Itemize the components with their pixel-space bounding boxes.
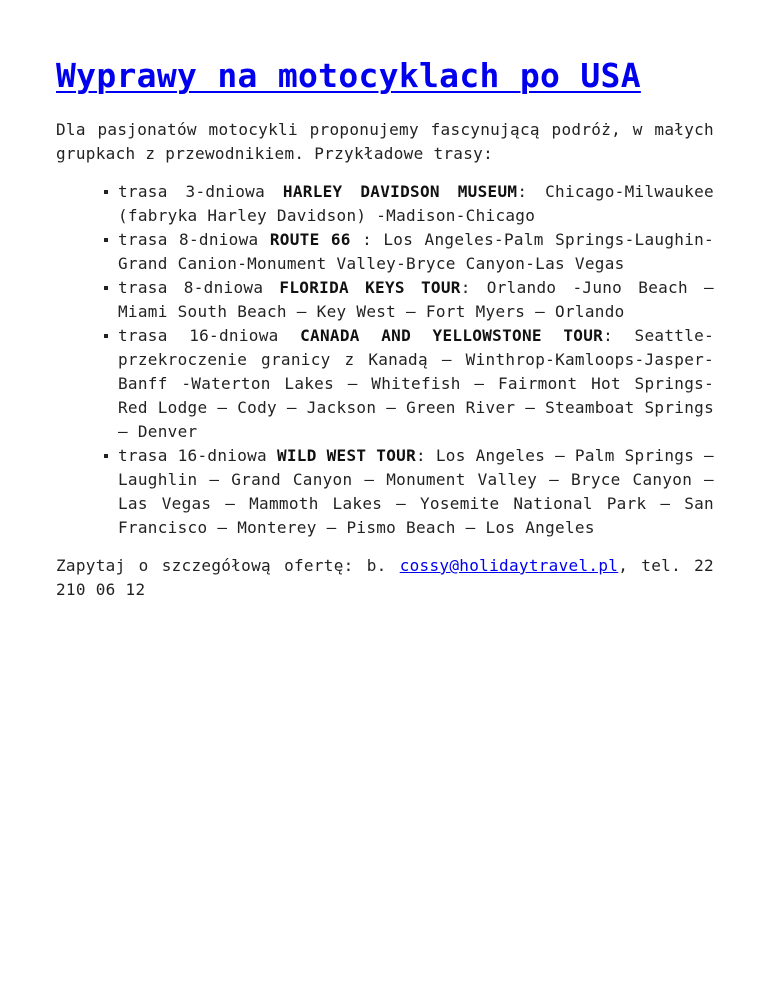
bullet-icon — [104, 238, 108, 242]
intro-paragraph: Dla pasjonatów motocykli proponujemy fascynującą podróż, w małych grupkach z przewodnikiem. Przykładowe trasy: — [56, 120, 714, 163]
article — [56, 54, 714, 602]
routes-list — [56, 180, 714, 540]
route-name: FLORIDA KEYS TOUR — [279, 278, 461, 297]
route-stops: : Los Angeles-Palm Springs-Laughin-Grand Canion-Monument Valley-Bryce Canyon-Las Vegas — [118, 230, 714, 273]
route-prefix: trasa 16-dniowa — [118, 326, 301, 345]
route-name: ROUTE 66 — [269, 230, 351, 249]
route-prefix: trasa 3-dniowa — [118, 182, 283, 201]
list-item — [118, 180, 714, 228]
contact-text: Zapytaj o szczegółową ofertę: b. — [56, 556, 400, 575]
list-item — [118, 276, 714, 324]
title-link[interactable]: Wyprawy na motocyklach po USA — [56, 56, 641, 95]
contact-paragraph — [56, 554, 714, 602]
route-prefix: trasa 8-dniowa — [118, 230, 270, 249]
route-name: HARLEY DAVIDSON MUSEUM — [282, 182, 518, 201]
route-stops: : Los Angeles – Palm Springs – Laughlin – Grand Canyon – Monument Valley – Bryce Canyon – Las Vegas – Mammoth Lakes – Yosemite National Park – San Francisco – Monterey – Pismo Beach – Los Angeles — [118, 446, 714, 537]
route-prefix: trasa 8-dniowa — [118, 278, 280, 297]
route-stops: : Chicago-Milwaukee (fabryka Harley Davidson) -Madison-Chicago — [118, 182, 714, 225]
bullet-icon — [104, 334, 108, 338]
route-stops: : Orlando -Juno Beach – Miami South Beach – Key West – Fort Myers – Orlando — [118, 278, 714, 321]
list-item — [118, 444, 714, 540]
bullet-icon — [104, 190, 108, 194]
phone-text: , tel. 22 210 06 12 — [56, 556, 714, 599]
page-title — [56, 54, 714, 98]
route-stops: : Seattle-przekroczenie granicy z Kanadą – Winthrop-Kamloops-Jasper-Banff -Waterton Lakes – Whitefish – Fairmont Hot Springs- Red Lodge – Cody – Jackson – Green River – Steamboat Springs – Denver — [118, 326, 714, 441]
list-item — [118, 228, 714, 276]
bullet-icon — [104, 454, 108, 458]
route-prefix: trasa 16-dniowa — [118, 446, 277, 465]
route-name: CANADA AND YELLOWSTONE TOUR — [300, 326, 604, 345]
email-link[interactable]: cossy@holidaytravel.pl — [399, 556, 619, 575]
bullet-icon — [104, 286, 108, 290]
route-name: WILD WEST TOUR — [276, 446, 416, 465]
list-item — [118, 324, 714, 444]
